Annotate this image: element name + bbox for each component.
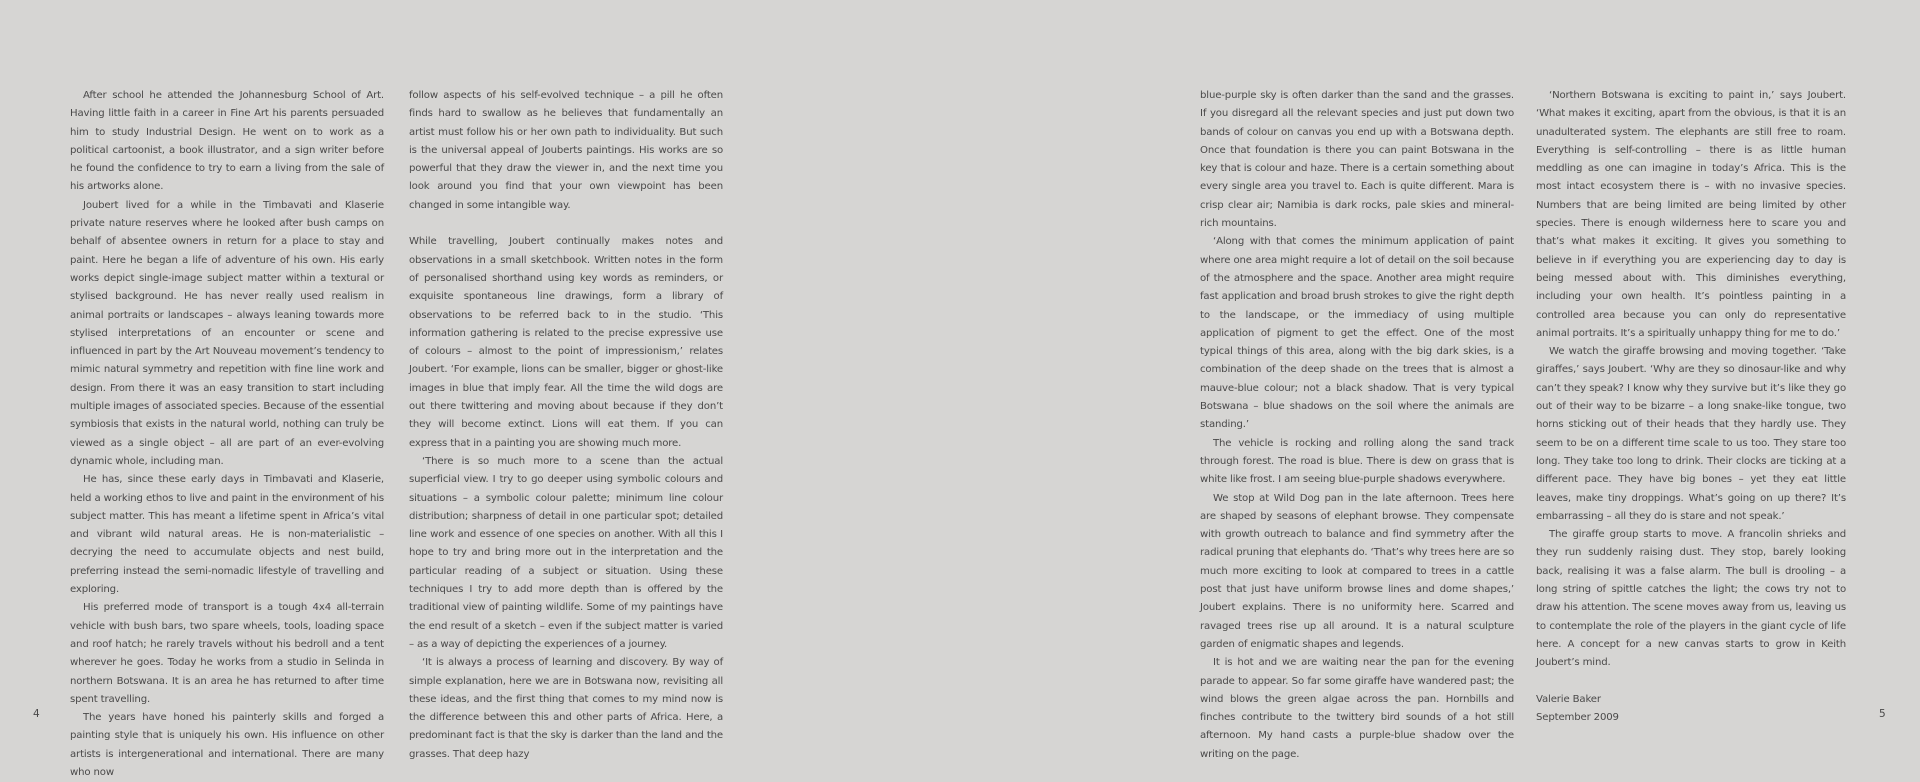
paragraph: While travelling, Joubert continually makes notes and observations in a small sketchbook. Written notes in the form of personalised shorthand using key words as reminders, or exquisite spontaneous line drawings, form a library of observations to be referred back to in the studio. ‘This information gathering is related to the precise expressive use of colours – almost to the point of impressionism,’ relates Joubert. ‘For example, lions can be smaller, bigger or ghost-like images in blue that imply fear. All the time the wild dogs are out there twittering and moving about because if they don’t they will become extinct. Lions will eat them. If you can express that in a painting you are showing much more. [409, 236, 723, 449]
paragraph: ‘There is so much more to a scene than the actual superficial view. I try to go deeper using symbolic colours and situations – a symbolic colour palette; minimum line colour distribution; sharpness of detail in one particular spot; detailed line work and essence of one species on another. With all this I hope to try and bring more out in the interpretation and the particular reading of a subject or situation. Using these techniques I try to add more depth than is offered by the traditional view of painting wildlife. Some of my paintings have the end result of a sketch – even if the subject matter is varied – as a way of depicting the experiences of a journey. [409, 455, 723, 650]
paragraph: ‘Along with that comes the minimum application of paint where one area might require a lot of detail on the soil because of the atmosphere and the space. Another area might require fast application and broad brush strokes to give the right depth to the landscape, or the immediacy of using multiple application of pigment to get the effect. One of the most typical things of this area, along with the big dark skies, is a combination of the deep shade on the trees that is almost a mauve-blue colour; not a black shadow. That is very typical Botswana – blue shadows on the soil where the animals are standing.’ [1200, 236, 1514, 431]
paragraph: The years have honed his painterly skills and forged a painting style that is uniquely his own. His influence on other artists is intergenerational and international. There are many who now [70, 712, 384, 778]
right-page-column-2 [1536, 87, 1846, 727]
paragraph: After school he attended the Johannesburg School of Art. Having little faith in a career in Fine Art his parents persuaded him to study Industrial Design. He went on to work as a political cartoonist, a book illustrator, and a sign writer before he found the confidence to try to earn a living from the sale of his artworks alone. [70, 90, 384, 193]
paragraph: His preferred mode of transport is a tough 4x4 all-terrain vehicle with bush bars, two spare wheels, tools, loading space and roof hatch; he rarely travels without his bedroll and a tent wherever he goes. Today he works from a studio in Selinda in northern Botswana. It is an area he has returned to after time spent travelling. [70, 602, 384, 705]
paragraph-continued: blue-purple sky is often darker than the sand and the grasses. If you disregard all the relevant species and just put down two bands of colour on canvas you end up with a Botswana depth. Once that foundation is there you can paint Botswana in the key that is colour and haze. There is a certain something about every single area you travel to. Each is quite different. Mara is crisp clear air; Namibia is dark rocks, pale skies and mineral-rich mountains. [1200, 90, 1514, 230]
spine-gutter [960, 0, 961, 757]
page-number-left: 4 [33, 708, 40, 720]
paragraph: The giraffe group starts to move. A francolin shrieks and they run suddenly raising dust. They stop, barely looking back, realising it was a false alarm. The bull is drooling – a long string of spittle catches the light; the cows try not to draw his attention. The scene moves away from us, leaving us to contemplate the role of the players in the giant cycle of life here. A concept for a new canvas starts to grow in Keith Joubert’s mind. [1536, 529, 1846, 669]
left-page-column-2 [409, 87, 723, 764]
page-number-right: 5 [1879, 708, 1886, 720]
left-page-column-1 [70, 87, 384, 782]
paragraph: It is hot and we are waiting near the pan for the evening parade to appear. So far some giraffe have wandered past; the wind blows the green algae across the pan. Hornbills and finches contribute to the twittery bird sounds of a hot still afternoon. My hand casts a purple-blue shadow over the writing on the page. [1200, 657, 1514, 760]
paragraph: The vehicle is rocking and rolling along the sand track through forest. The road is blue. There is dew on grass that is white like frost. I am seeing blue-purple shadows everywhere. [1200, 437, 1514, 486]
paragraph-continued: follow aspects of his self-evolved technique – a pill he often finds hard to swallow as he believes that fundamentally an artist must follow his or her own path to individuality. But such is the universal appeal of Jouberts paintings. His works are so powerful that they draw the viewer in, and the next time you look around you find that your own viewpoint has been changed in some intangible way. [409, 90, 723, 211]
paragraph: Joubert lived for a while in the Timbavati and Klaserie private nature reserves where he looked after bush camps on behalf of absentee owners in return for a place to stay and paint. Here he began a life of adventure of his own. His early works depict single-image subject matter within a textural or stylised background. He has never really used realism in animal portraits or landscapes – always leaning towards more stylised interpretations of an encounter or scene and influenced in part by the Art Nouveau movement’s tendency to mimic natural symmetry and repetition with fine line work and design. From there it was an easy transition to start including multiple images of associated species. Because of the essential symbiosis that exists in the natural world, nothing can truly be viewed as a single object – all are part of an ever-evolving dynamic whole, including man. [70, 199, 384, 467]
author-date: September 2009 [1536, 712, 1619, 724]
paragraph: He has, since these early days in Timbavati and Klaserie, held a working ethos to live and paint in the environment of his subject matter. This has meant a lifetime spent in Africa’s vital and vibrant wild natural areas. He is non-materialistic – decrying the need to accumulate objects and nest build, preferring instead the semi-nomadic lifestyle of travelling and exploring. [70, 474, 384, 596]
author-name: Valerie Baker [1536, 693, 1601, 705]
paragraph: ‘It is always a process of learning and discovery. By way of simple explanation, here we are in Botswana now, revisiting all these ideas, and the first thing that comes to my mind now is the difference between this and other parts of Africa. Here, a predominant fact is that the sky is darker than the land and the grasses. That deep hazy [409, 657, 723, 760]
right-page-column-1 [1200, 87, 1514, 764]
paragraph: ‘Northern Botswana is exciting to paint in,’ says Joubert. ‘What makes it exciting, apart from the obvious, is that it is an unadulterated system. The elephants are still free to roam. Everything is self-controlling – there is as little human meddling as one can imagine in today’s Africa. This is the most intact ecosystem there is – with no invasive species. Numbers that are being limited are being limited by other species. There is enough wilderness here to scare you and that’s what makes it exciting. It gives you something to believe in if everything you are experiencing day to day is being messed about with. This diminishes everything, including your own health. It’s pointless painting in a controlled area because you can only do representative animal portraits. It’s a spiritually unhappy thing for me to do.’ [1536, 90, 1846, 339]
paragraph: We stop at Wild Dog pan in the late afternoon. Trees here are shaped by seasons of elephant browse. They compensate with growth outreach to balance and find symmetry after the radical pruning that elephants do. ‘That’s why trees here are so much more exciting to look at compared to trees in a cattle post that just have uniform browse lines and dome shapes,’ Joubert explains. There is no uniformity here. Scarred and ravaged trees rise up all around. It is a natural sculpture garden of enigmatic shapes and legends. [1200, 492, 1514, 650]
paragraph: We watch the giraffe browsing and moving together. ‘Take giraffes,’ says Joubert. ‘Why are they so dinosaur-like and why can’t they speak? I know why they survive but it’s like they go out of their way to be bizarre – a long snake-like tongue, two horns sticking out of their heads that they hardly use. They seem to be on a different time scale to us too. They stare too long. They take too long to drink. Their clocks are ticking at a different pace. They have big bones – yet they eat little leaves, make tiny droppings. What’s going on up there? It’s embarrassing – all they do is stare and not speak.’ [1536, 346, 1846, 522]
